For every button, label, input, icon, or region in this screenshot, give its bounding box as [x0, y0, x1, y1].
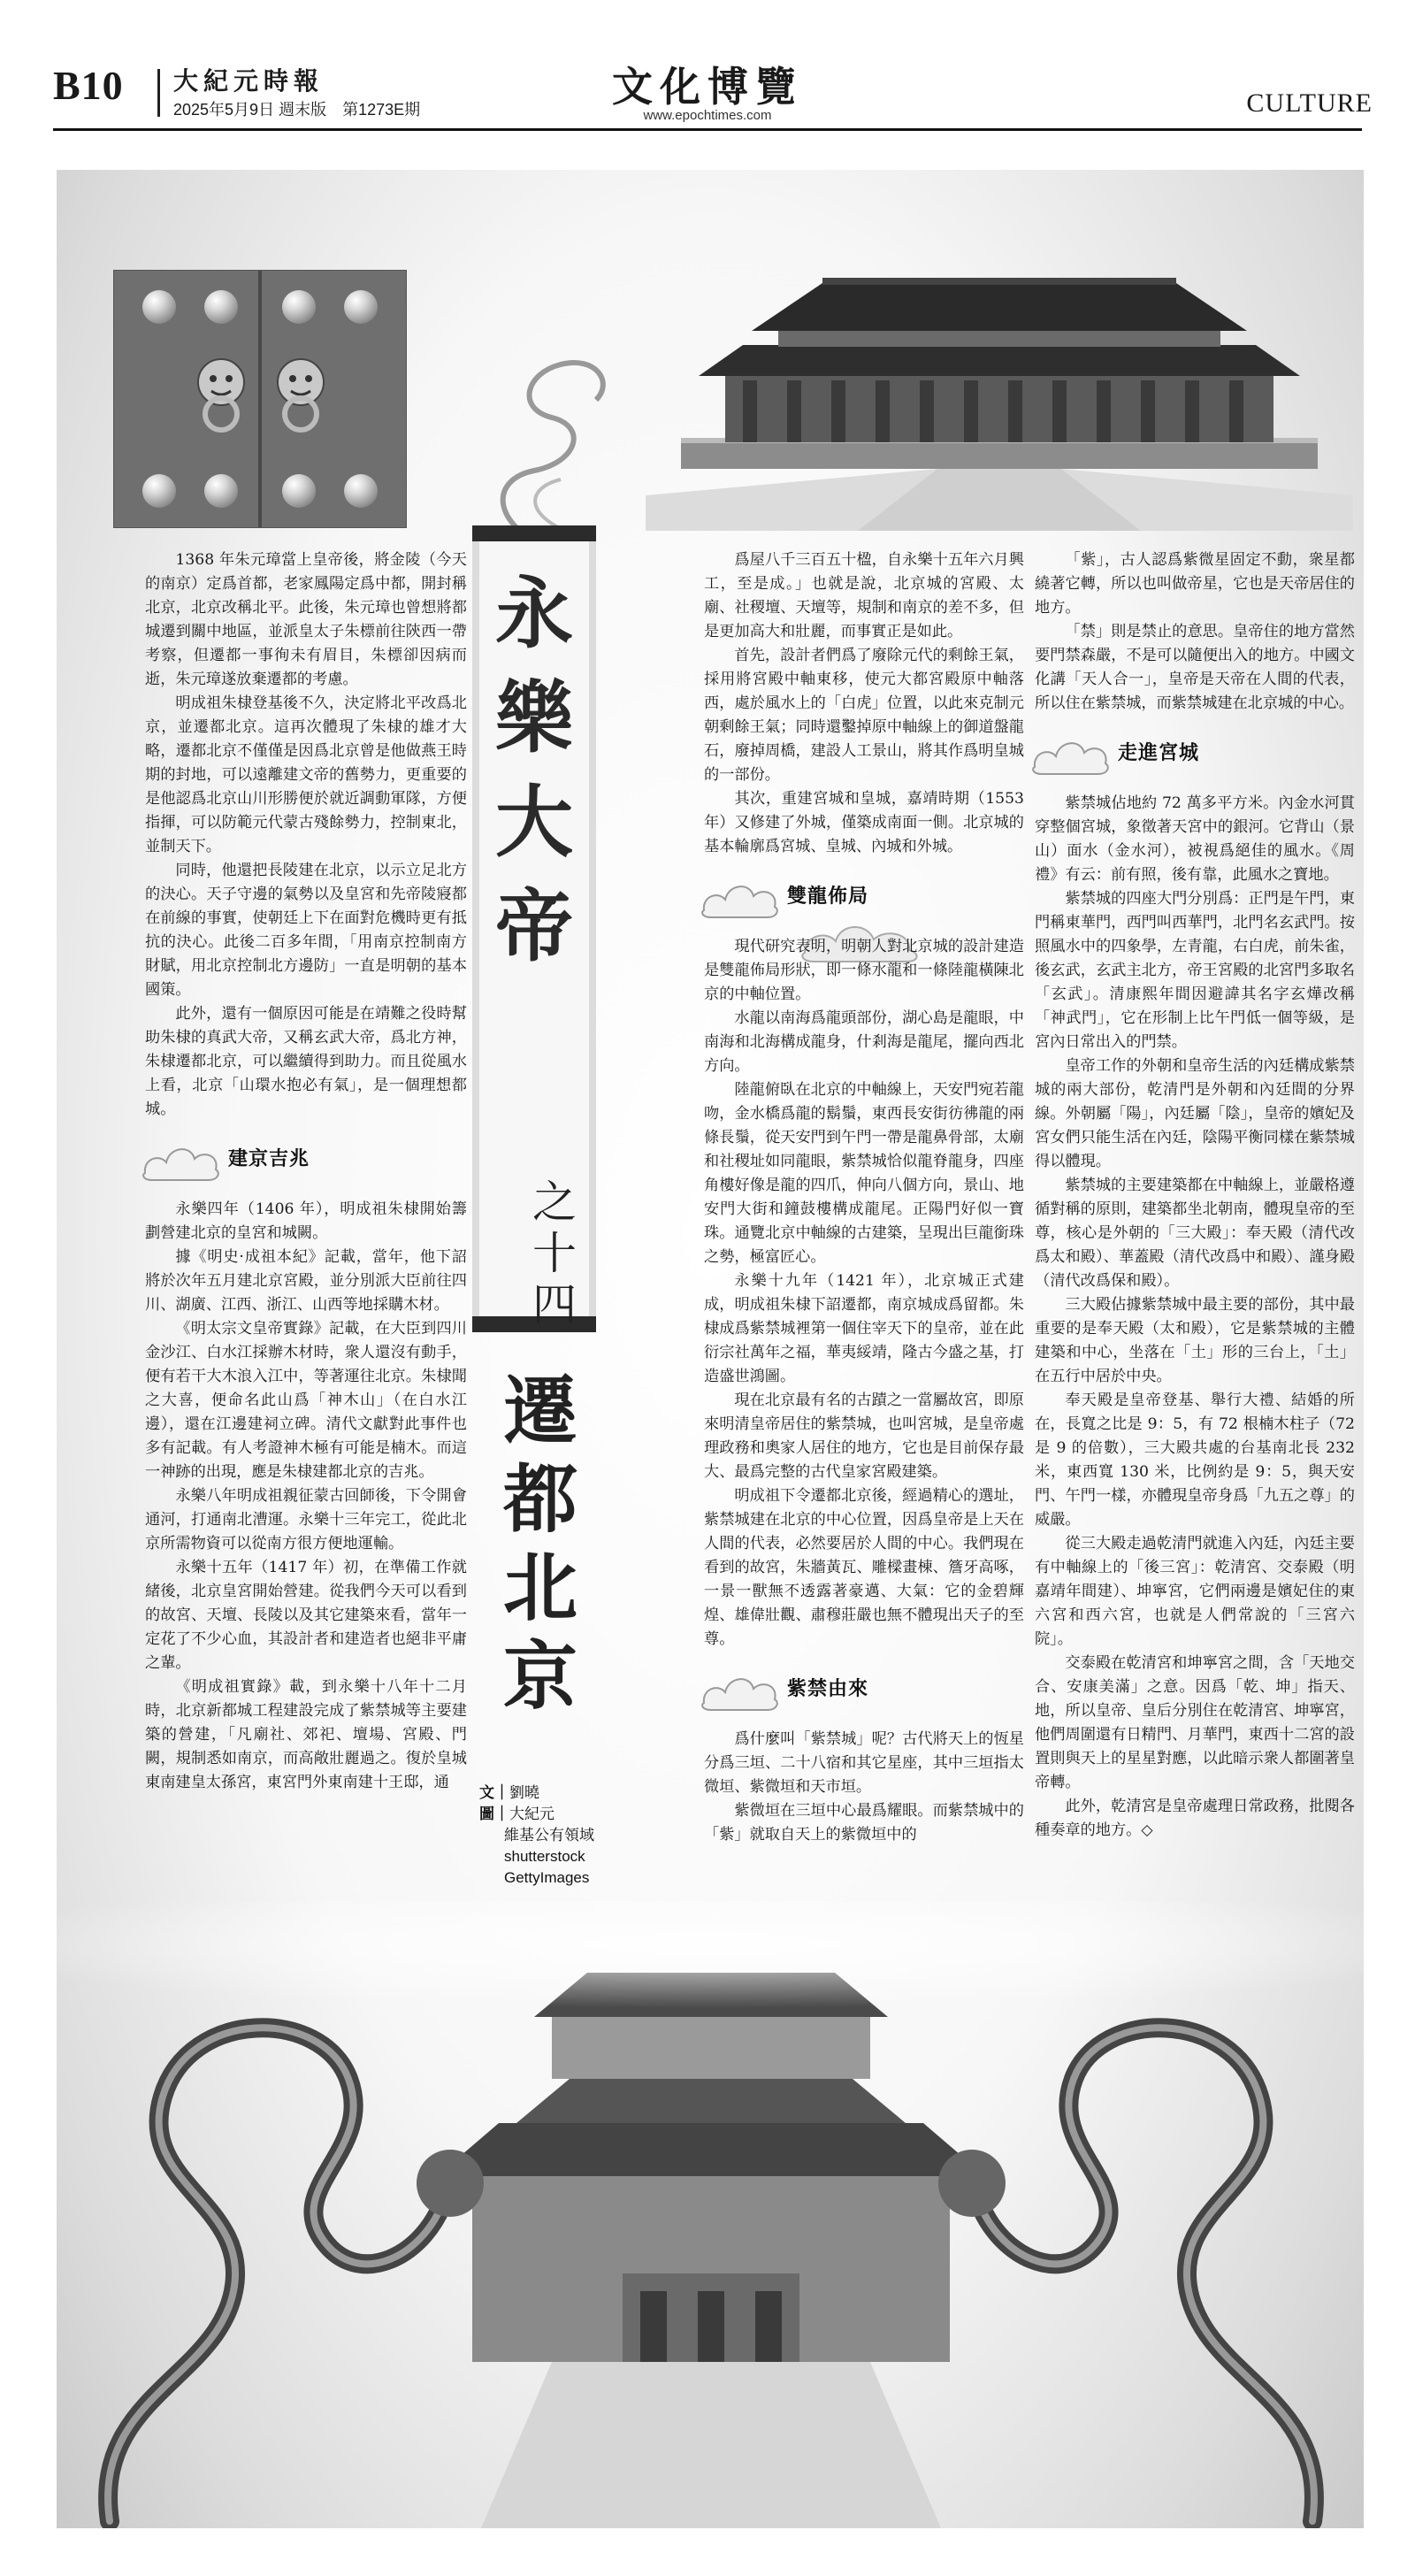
page-header — [0, 0, 1415, 133]
subheading — [699, 871, 1024, 923]
issue-line: 2025年5月9日 週末版 第1273E期 — [173, 101, 421, 119]
paragraph: 據《明史·成祖本紀》記載，當年，他下詔將於次年五月建北京宮殿，並分別派大臣前往四川、湖廣、江西、浙江、山西等地採購木材。 — [145, 1248, 467, 1314]
paragraph: 永樂十五年（1417 年）初，在準備工作就緒後，北京皇宮開始營建。從我們今天可以看到的故宮、天壇、長陵以及其它建築來看，當年一定花了不少心血，其設計者和建造者也絕非平庸之輩。 — [145, 1559, 467, 1672]
paragraph: 皇帝工作的外朝和皇帝生活的內廷構成紫禁城的兩大部份，乾清門是外朝和內廷間的分界線。外朝屬「陽」，內廷屬「陰」，皇帝的嬪妃及宮女們只能生活在內廷，陰陽平衡同樣在紫禁城得以體現。 — [1035, 1057, 1355, 1170]
door-stud-icon — [344, 290, 378, 324]
author-name: 劉曉 — [509, 1784, 539, 1801]
subheading-text: 紫禁由來 — [787, 1677, 869, 1699]
paragraph: 交泰殿在乾清宮和坤寧宮之間，含「天地交合、安康美滿」之意。因爲「乾、坤」指天、地，所以皇帝、皇后分別住在乾清宮、坤寧宮，他們周圍還有日精門、月華門，東西十二宮的設置則與天上的星星對應，以此暗示衆人都圍著皇帝轉。 — [1035, 1654, 1355, 1791]
page-number: B10 — [53, 63, 124, 108]
paragraph: 《明成祖實錄》載，到永樂十八年十二月時，北京新都城工程建設完成了紫禁城等主要建築的營建，「凡廟社、郊祀、壇場、宮殿、門闕，規制悉如南京，而高敞壯麗過之。復於皇城東南建皇太孫宮，東宮門外東南建十王邸，通 — [145, 1678, 467, 1791]
article-title: 永樂大帝 — [494, 567, 573, 972]
paragraph: 現代研究表明，明朝人對北京城的設計建造是雙龍佈局形狀，即一條水龍和一條陸龍橫陳北京的中軸位置。 — [704, 938, 1024, 1003]
section-label-en: CULTURE — [1246, 88, 1373, 118]
paragraph: 三大殿佔據紫禁城中最主要的部份，其中最重要的是奉天殿（太和殿），它是紫禁城的主體建築和中心，坐落在「土」形的三台上，「土」在五行中居於中央。 — [1035, 1296, 1355, 1385]
text-column-2 — [704, 548, 1024, 1847]
dragons-palace-image — [57, 1902, 1364, 2528]
cloud-icon — [1029, 733, 1111, 776]
image-source: GettyImages — [504, 1869, 590, 1886]
left-dragon-head-icon — [417, 2150, 484, 2217]
paragraph: 此外，乾清宮是皇帝處理日常政務，批閱各種奏章的地方。◇ — [1035, 1798, 1355, 1839]
lion-knocker-icon — [270, 356, 332, 435]
door-stud-icon — [204, 290, 238, 324]
paragraph: 永樂十九年（1421 年），北京城正式建成，明成祖朱棣下詔遷都，南京城成爲留都。朱棣成爲紫禁城裡第一個住宰天下的皇帝，並在此衍宗社萬年之福，華夷綏靖，隆古今盛之基，打造盛世鴻圖。 — [704, 1272, 1024, 1385]
door-stud-icon — [142, 474, 176, 508]
subheading — [140, 1134, 467, 1185]
subheading-text: 建京吉兆 — [228, 1147, 310, 1169]
paragraph: 爲屋八千三百五十楹，自永樂十五年六月興工，至是成。」也就是說，北京城的宮殿、太廟、社稷壇、天壇等，規制和南京的差不多，但是更加高大和壯麗，而事實正是如此。 — [704, 551, 1024, 640]
paragraph: 永樂八年明成祖親征蒙古回師後，下令開會通河，打通南北漕運。永樂十三年完工，從此北京所需物資可以從南方很方便地運輸。 — [145, 1487, 467, 1552]
author-label: 文｜ — [479, 1784, 509, 1801]
paragraph: 爲什麼叫「紫禁城」呢？古代將天上的恆星分爲三垣、二十八宿和其它星座，其中三垣指太微垣、紫微垣和天市垣。 — [704, 1730, 1024, 1796]
cloud-icon — [699, 1669, 780, 1712]
paragraph: 現在北京最有名的古蹟之一當屬故宮，即原來明清皇帝居住的紫禁城，也叫宮城，是皇帝處理政務和奧家人居住的地方，它也是目前保存最大、最爲完整的古代皇家宮殿建築。 — [704, 1392, 1024, 1481]
subheading — [1029, 728, 1355, 779]
subheading-text: 走進宮城 — [1118, 741, 1200, 763]
paragraph: 「紫」，古人認爲紫微星固定不動，衆星都繞著它轉，所以也叫做帝星，它也是天帝居住的地方。 — [1035, 551, 1355, 617]
forbidden-city-icon — [437, 1973, 985, 2528]
image-source: shutterstock — [504, 1848, 585, 1865]
header-rule — [53, 128, 1362, 131]
paragraph: 《明太宗文皇帝實錄》記載，在大臣到四川金沙江、白水江採辦木材時，衆人還沒有動手，便有若干大木浪入江中，等著運往北京。朱棣聞之大喜，便命名此山爲「神木山」（在白水江邊），還在江邊建祠立碑。清代文獻對此事件也多有記載。有人考證神木極有可能是楠木。而這一神跡的出現，應是朱棣建都北京的吉兆。 — [145, 1320, 467, 1481]
door-stud-icon — [344, 474, 378, 508]
article-subtitle: 之十四 — [532, 1177, 577, 1330]
paragraph: 永樂四年（1406 年），明成祖朱棣開始籌劃營建北京的皇宮和城闕。 — [145, 1200, 467, 1242]
door-stud-icon — [142, 290, 176, 324]
text-column-3 — [1035, 548, 1355, 1843]
paragraph: 1368 年朱元璋當上皇帝後，將金陵（今天的南京）定爲首都，老家鳳陽定爲中都，開封稱北京，北京改稱北平。此後，朱元璋也曾想將都城遷到關中地區，並派皇太子朱標前往陝西一帶考察，但遷都一事徇未有眉目，朱標卻因病而逝，朱元璋遂放棄遷都的考慮。 — [145, 551, 467, 688]
paragraph: 從三大殿走過乾清門就進入內廷，內廷主要有中軸線上的「後三宮」：乾清宮、交泰殿（明嘉靖年間建）、坤寧宮，它們兩邊是嬪妃住的東六宮和西六宮，也就是人們常說的「三宮六院」。 — [1035, 1535, 1355, 1648]
image-source: 維基公有領域 — [504, 1827, 594, 1844]
paragraph: 「禁」則是禁止的意思。皇帝住的地方當然要門禁森嚴，不是可以隨便出入的地方。中國文化講「天人合一」，皇帝是天帝在人間的代表，所以住在紫禁城，而紫禁城建在北京城的中心。 — [1035, 623, 1355, 712]
scroll-top-bar — [472, 525, 596, 541]
door-stud-icon — [282, 474, 316, 508]
lion-knocker-icon — [190, 356, 252, 435]
website-link[interactable]: www.epochtimes.com — [643, 108, 772, 123]
paragraph: 紫禁城佔地約 72 萬多平方米。內金水河貫穿整個宮城，象徵著天宮中的銀河。它背山（景山）面水（金水河），被視爲絕佳的風水。《周禮》有云：前有照，後有靠，此風水之寶地。 — [1035, 794, 1355, 884]
masthead-logo: 大紀元時報 — [173, 66, 325, 96]
subheading — [699, 1664, 1024, 1715]
paragraph: 奉天殿是皇帝登基、舉行大禮、結婚的所在，長寬之比是 9：5，有 72 根楠木柱子（72 是 9 的倍數），三大殿共處的台基南北長 232 米，東西寬 130 米，比例約是 9：5，與天安門、午門一樣，亦體現皇帝身爲「九五之尊」的威嚴。 — [1035, 1392, 1355, 1529]
paragraph: 陸龍俯臥在北京的中軸線上，天安門宛若龍吻，金水橋爲龍的鬍鬚，東西長安街彷彿龍的兩條長鬚，從天安門到午門一帶是龍鼻骨部，太廟和社稷址如同龍眼，紫禁城恰似龍脊龍身，四座角樓好像是龍的四爪，伸向八個方向，景山、地安門大街和鐘鼓樓構成龍尾。正陽門好似一寶珠。通覽北京中軸線的古建築，呈現出巨龍銜珠之勢，極富匠心。 — [704, 1081, 1024, 1266]
article-credits — [479, 1782, 594, 1889]
paragraph: 其次，重建宮城和皇城，嘉靖時期（1553 年）又修建了外城，僅築成南面一側。北京城的基本輪廓爲宮城、皇城、內城和外城。 — [704, 790, 1024, 855]
section-title: 文化博覽 — [612, 63, 803, 111]
paragraph: 紫禁城的主要建築都在中軸線上，並嚴格遵循對稱的原則，建築都坐北朝南，體現皇帝的至尊，核心是外朝的「三大殿」：奉天殿（清代改爲太和殿）、華蓋殿（清代改爲中和殿）、謹身殿（清代改爲保和殿）。 — [1035, 1177, 1355, 1290]
article-title-2: 遷都北京 — [502, 1367, 577, 1720]
paragraph: 水龍以南海爲龍頭部份，湖心島是龍眼，中南海和北海構成龍身，什剎海是龍尾，擺向西北方向。 — [704, 1009, 1024, 1075]
palace-hall-image — [646, 265, 1353, 531]
cloud-icon — [699, 877, 780, 919]
cloud-icon — [140, 1139, 221, 1182]
paragraph: 同時，他還把長陵建在北京，以示立足北方的決心。天子守邊的氣勢以及皇宮和先帝陵寢都在前線的事實，使朝廷上下在面對危機時更有抵抗的決心。此後二百多年間，「用南京控制南方財賦，用北京控制北方邊防」一直是明朝的基本國策。 — [145, 862, 467, 999]
text-column-1 — [145, 548, 467, 1795]
left-dragon-scales-icon — [108, 2028, 446, 2521]
paragraph: 此外，還有一個原因可能是在靖難之役時幫助朱棣的真武大帝，又稱玄武大帝，爲北方神，朱棣遷都北京，可以繼續得到助力。而且從風水上看，北京「山環水抱必有氣」，是一個理想都城。 — [145, 1005, 467, 1118]
right-dragon-head-icon — [938, 2150, 1006, 2217]
paragraph: 紫微垣在三垣中心最爲耀眼。而紫禁城中的「紫」就取自天上的紫微垣中的 — [704, 1802, 1024, 1844]
door-stud-icon — [204, 474, 238, 508]
paragraph: 明成祖朱棣登基後不久，決定將北平改爲北京，並遷都北京。這再次體現了朱棣的雄才大略，遷都北京不僅僅是因爲北京曾是他做燕王時期的封地，可以遠離建文帝的舊勢力，更重要的是他認爲北京山川形勝便於就近調動軍隊，方便指揮，可以防範元代蒙古殘餘勢力，控制東北，並制天下。 — [145, 694, 467, 855]
right-dragon-scales-icon — [976, 2028, 1314, 2521]
door-stud-icon — [282, 290, 316, 324]
subheading-text: 雙龍佈局 — [787, 885, 869, 907]
image-source: 大紀元 — [509, 1806, 555, 1822]
paragraph: 首先，設計者們爲了廢除元代的剩餘王氣，採用將宮殿中軸東移，使元大都宮殿原中軸落西，處於風水上的「白虎」位置，以此來克制元朝剩餘王氣；同時還鑿掉原中軸線上的御道盤龍石，廢掉周橋，建設人工景山，將其作爲明皇城的一部份。 — [704, 647, 1024, 784]
article-panel — [57, 170, 1364, 2528]
paragraph: 紫禁城的四座大門分別爲：正門是午門，東門稱東華門，西門叫西華門，北門名玄武門。按照風水中的四象學，左青龍，右白虎，前朱雀，後玄武，玄武主北方，帝王宮殿的北宮門多取名「玄武」。清康熙年間因避諱其名字玄燁改稱「神武門」，它在形制上比午門低一個等級，是宮內日常出入的門禁。 — [1035, 890, 1355, 1051]
paragraph: 明成祖下令遷都北京後，經過精心的選址，紫禁城建在北京的中心位置，因爲皇帝是上天在人間的代表，必然要居於人間的中心。我們現在看到的故宮，朱牆黃瓦、雕樑畫棟、簷牙高啄，一景一獸無不透露著豪邁、大氣：它的金碧輝煌、雄偉壯觀、肅穆莊嚴也無不體現出天子的至尊。 — [704, 1487, 1024, 1648]
palace-gate-image — [113, 270, 407, 528]
image-label: 圖｜ — [479, 1806, 509, 1822]
